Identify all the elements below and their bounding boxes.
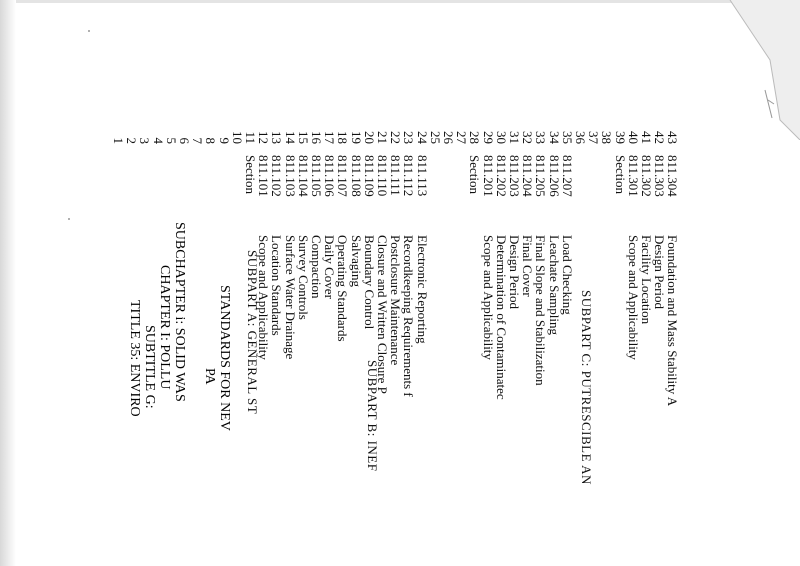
section-number: 811.304 — [665, 155, 681, 197]
section-number: Section — [243, 155, 258, 194]
line-number: 36 — [573, 131, 588, 144]
section-number: 811.203 — [507, 155, 522, 197]
document-line — [257, 0, 270, 566]
line-number: 42 — [652, 131, 668, 144]
title-line-2: SUBTITLE G: — [142, 325, 157, 409]
line-number: 31 — [507, 131, 522, 144]
section-title: Boundary Control — [361, 235, 377, 330]
line-number: 19 — [348, 131, 364, 144]
line-number: 29 — [480, 131, 496, 144]
section-number: 811.201 — [480, 155, 496, 197]
section-number: 811.111 — [388, 155, 404, 196]
document-line — [429, 0, 442, 566]
section-title: Facility Location — [639, 235, 654, 325]
document-line — [323, 0, 336, 566]
line-number: 33 — [533, 131, 549, 144]
line-number: 20 — [361, 131, 377, 144]
section-title: Postclosure Maintenance — [388, 235, 404, 366]
document-line — [416, 0, 429, 566]
section-title: Recordkeeping Requirements f — [401, 235, 417, 397]
section-number: 811.301 — [625, 155, 641, 197]
section-title: Scope and Applicability — [480, 235, 496, 360]
subpart-a-heading: SUBPART A: GENERAL ST — [245, 250, 260, 415]
line-number: 26 — [441, 131, 456, 144]
document-line — [548, 0, 561, 566]
line-number: 32 — [520, 131, 536, 144]
document-line — [653, 0, 666, 566]
section-title: Location Standards — [269, 235, 285, 336]
line-number: 43 — [665, 131, 681, 144]
line-number: 34 — [546, 131, 562, 144]
section-number: 811.110 — [375, 155, 390, 197]
section-title: Survey Controls — [295, 235, 311, 320]
section-title: Foundation and Mass Stability A — [665, 235, 681, 407]
document-line — [112, 0, 125, 566]
document-line — [614, 0, 627, 566]
subpart-c-heading: SUBPART C: PUTRESCIBLE AN — [579, 290, 594, 485]
document-line — [666, 0, 679, 566]
line-number: 7 — [190, 137, 206, 144]
document-line — [508, 0, 521, 566]
line-number: 40 — [625, 131, 641, 144]
line-number: 13 — [269, 131, 285, 144]
line-number: 12 — [256, 131, 272, 144]
line-number: 17 — [322, 131, 338, 144]
section-number: 811.202 — [493, 155, 509, 197]
document-line — [495, 0, 508, 566]
section-number: Section — [467, 155, 483, 194]
document-line — [270, 0, 283, 566]
section-number: 811.204 — [520, 155, 536, 197]
section-title: Compaction — [309, 235, 324, 299]
document-line — [125, 0, 138, 566]
section-number: 811.105 — [309, 155, 324, 197]
line-number: 24 — [414, 131, 430, 144]
document-line — [244, 0, 257, 566]
document-line — [521, 0, 534, 566]
line-number: 3 — [137, 137, 153, 144]
document-line — [350, 0, 363, 566]
section-number: 811.205 — [533, 155, 549, 197]
section-title: Scope and Applicability — [256, 235, 272, 360]
line-number: 4 — [150, 137, 166, 144]
title-line-1: TITLE 35: ENVIRO — [127, 300, 142, 417]
line-number: 21 — [375, 131, 390, 144]
document-line — [376, 0, 389, 566]
document-line — [561, 0, 574, 566]
document-line — [165, 0, 178, 566]
document-line — [482, 0, 495, 566]
section-title: Leachate Sampling — [546, 235, 562, 335]
line-number: 28 — [467, 131, 483, 144]
section-title: Final Slope and Stabilization — [533, 235, 549, 386]
line-number: 10 — [229, 131, 245, 144]
line-number: 14 — [282, 131, 298, 144]
document-line — [138, 0, 151, 566]
section-title: Load Checking — [559, 235, 575, 315]
document-line — [363, 0, 376, 566]
line-number: 25 — [427, 131, 443, 144]
title-line-3: CHAPTER I: POLLU — [157, 265, 172, 390]
line-number: 6 — [177, 137, 192, 144]
title-line-4: SUBCHAPTER i: SOLID WAS — [172, 222, 187, 402]
line-number: 22 — [388, 131, 404, 144]
line-number: 9 — [216, 137, 232, 144]
line-number: 15 — [295, 131, 311, 144]
line-number: 41 — [639, 131, 654, 144]
line-number: 37 — [586, 131, 602, 144]
document-line — [152, 0, 165, 566]
section-title: Daily Cover — [322, 235, 338, 299]
section-number: 811.107 — [335, 155, 351, 197]
line-number: 30 — [493, 131, 509, 144]
document-line — [297, 0, 310, 566]
section-number: 811.103 — [282, 155, 298, 197]
document-line — [204, 0, 217, 566]
section-title: Surface Water Drainage — [282, 235, 298, 360]
line-number: 35 — [559, 131, 575, 144]
part-title: STANDARDS FOR NEV — [217, 285, 232, 431]
line-number: 8 — [203, 137, 219, 144]
section-title: Operating Standards — [335, 235, 351, 342]
line-number: 27 — [454, 131, 470, 144]
section-number: 811.207 — [559, 155, 575, 197]
document-line — [231, 0, 244, 566]
line-number: 39 — [612, 131, 628, 144]
document-line — [191, 0, 204, 566]
document-line — [640, 0, 653, 566]
section-number: 811.206 — [546, 155, 562, 197]
line-number: 5 — [163, 137, 179, 144]
section-number: 811.108 — [348, 155, 364, 197]
subpart-b-heading: SUBPART B: INEF — [365, 360, 380, 472]
section-number: Section — [612, 155, 628, 194]
section-number: 811.101 — [256, 155, 272, 197]
section-number: 811.104 — [295, 155, 311, 197]
document-line — [178, 0, 191, 566]
document-line — [455, 0, 468, 566]
document-line — [442, 0, 455, 566]
section-number: 811.113 — [414, 155, 430, 197]
line-number: 1 — [111, 137, 126, 144]
section-number: 811.106 — [322, 155, 338, 197]
document-line — [310, 0, 323, 566]
document-line — [600, 0, 613, 566]
document-line — [534, 0, 547, 566]
section-number: 811.102 — [269, 155, 285, 197]
line-number: 11 — [243, 131, 258, 144]
section-number: 811.112 — [401, 155, 417, 197]
section-title: Final Cover — [520, 235, 536, 297]
section-title: Determination of Contaminatec — [493, 235, 509, 400]
line-number: 23 — [401, 131, 417, 144]
line-number: 38 — [599, 131, 615, 144]
document-line — [402, 0, 415, 566]
section-title: Design Period — [652, 235, 668, 310]
section-number: 811.303 — [652, 155, 668, 197]
line-number: 16 — [309, 131, 324, 144]
section-number: 811.109 — [361, 155, 377, 197]
section-title: Salvaging — [348, 235, 364, 287]
document-line — [627, 0, 640, 566]
document-line — [336, 0, 349, 566]
document-line — [468, 0, 481, 566]
line-number: 18 — [335, 131, 351, 144]
part-label: PA — [202, 368, 217, 385]
line-number: 2 — [124, 137, 140, 144]
section-title: Scope and Applicability — [625, 235, 641, 360]
section-title: Electronic Reporting — [414, 235, 430, 344]
document-line — [218, 0, 231, 566]
document-line — [284, 0, 297, 566]
section-title: Closure and Written Closure P — [375, 235, 390, 394]
document-line — [389, 0, 402, 566]
section-number: 811.302 — [639, 155, 654, 197]
section-title: Design Period — [507, 235, 522, 310]
